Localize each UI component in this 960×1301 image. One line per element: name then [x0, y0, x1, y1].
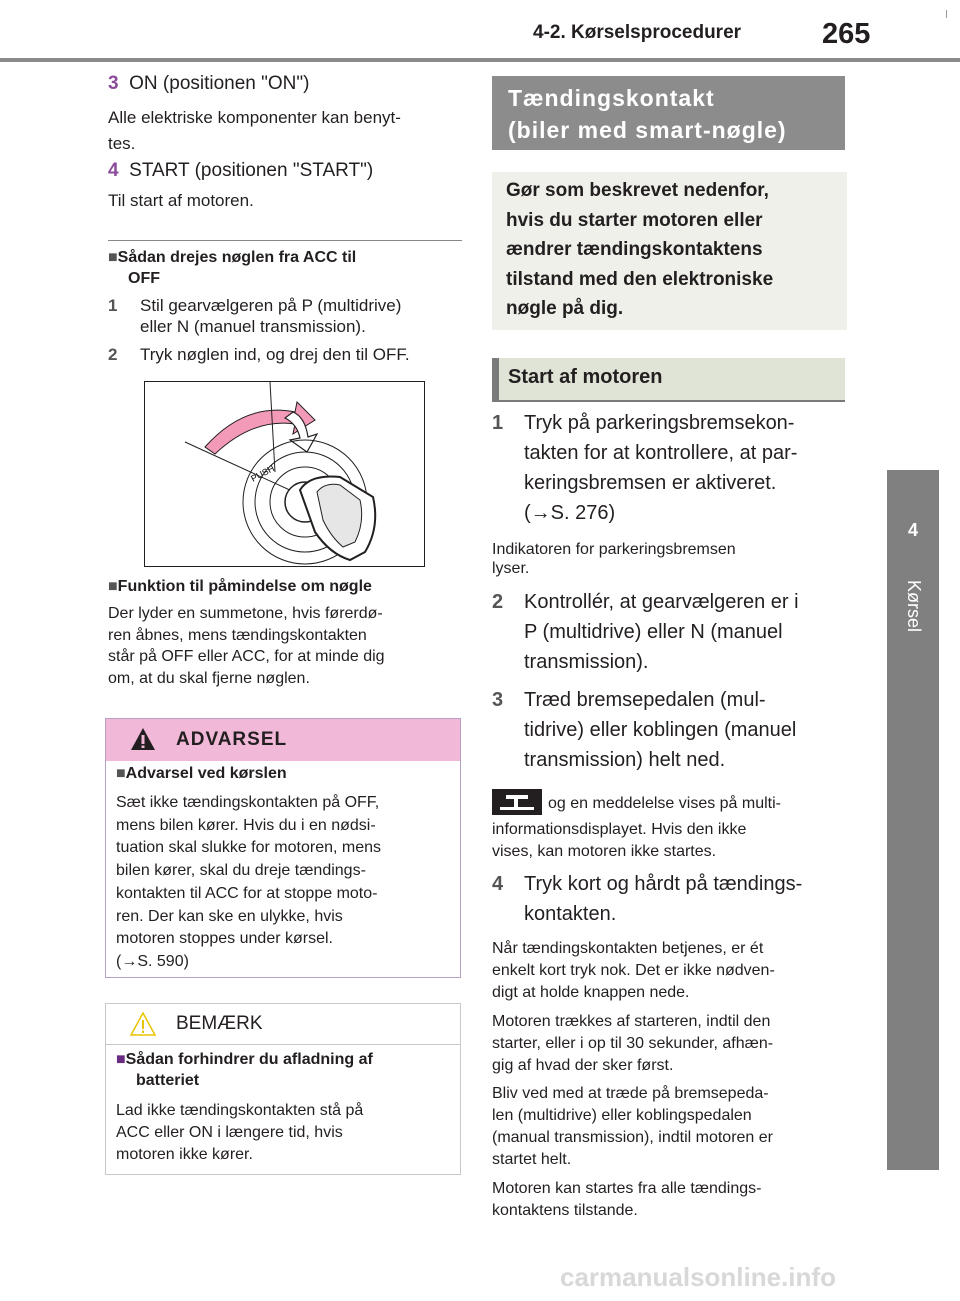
note-box [105, 1003, 461, 1175]
watermark[interactable]: carmanualsonline.info [560, 1262, 836, 1292]
info-box: Gør som beskrevet nedenfor, hvis du starter motoren eller ændrer tændingskontaktens tilstand med den elektroniske nøgle på dig. [492, 172, 847, 330]
chapter-number: 4 [907, 520, 918, 540]
note-body: Lad ikke tændingskontakten stå på ACC eller ON i længere tid, hvis motoren ikke kører. [116, 1102, 364, 1163]
start-step-1: 1 Tryk på parkeringsbremsekon- takten for at kontrollere, at par- keringsbremsen er aktiveret. (→S. 276) [492, 412, 798, 524]
section-header: 4-2. Kørselsprocedurer [533, 22, 742, 43]
brake-indicator-icon [492, 789, 542, 815]
start-step-4: 4 Tryk kort og hårdt på tændings- kontakten. [492, 873, 803, 925]
step-3-title: 3 ON (positionen "ON") [108, 73, 310, 94]
caution-triangle-icon [130, 1012, 156, 1036]
paragraph-2: Motoren trækkes af starteren, indtil den starter, eller i op til 30 sekunder, afhæn- gig af hvad der sker først. [492, 1013, 774, 1074]
note-title: ■Sådan forhindrer du afladning af batteriet [116, 1051, 373, 1089]
warning-header [106, 719, 460, 761]
acc-off-step-2: 2 Tryk nøglen ind, og drej den til OFF. [108, 345, 410, 364]
warning-triangle-icon [130, 727, 156, 751]
step-1-note: Indikatoren for parkeringsbremsen lyser. [492, 541, 736, 577]
warning-title: ■Advarsel ved kørslen [116, 765, 287, 782]
page-number: 265 [822, 18, 871, 50]
brake-pedal-icon [492, 789, 542, 815]
note-label: BEMÆRK [176, 1013, 263, 1034]
section-heading: Tændingskontakt (biler med smart-nøgle) [492, 76, 845, 150]
step-3-body: Alle elektriske komponenter kan benyt- tes. [108, 108, 401, 153]
paragraph-3: Bliv ved med at træde på bremsepeda- len (multidrive) eller koblingspedalen (manual transmission), indtil motoren er startet helt. [492, 1085, 773, 1168]
note-header [106, 1004, 460, 1045]
indicator-note-l1: og en meddelelse vises på multi- [548, 795, 782, 812]
chapter-label: Kørsel [904, 580, 924, 633]
ignition-key-diagram [145, 382, 425, 567]
crop-mark [946, 10, 947, 18]
warning-body: Sæt ikke tændingskontakten på OFF, mens bilen kører. Hvis du i en nødsi- tuation skal slukke for motoren, mens bilen kører, skal du dreje tændings- kontakten til ACC for at stoppe moto- ren. Der kan ske en ulykke, hvis motoren stoppes under kørsel. (→S. 590) [116, 794, 382, 970]
acc-off-heading: ■Sådan drejes nøglen fra ACC til OFF [108, 249, 357, 287]
acc-off-step-1: 1 Stil gearvælgeren på P (multidrive) eller N (manuel transmission). [108, 296, 402, 336]
indicator-note-rest: informationsdisplayet. Hvis den ikke vises, kan motoren ikke startes. [492, 821, 747, 860]
start-step-3: 3 Træd bremsepedalen (mul- tidrive) eller koblingen (manuel transmission) helt ned. [492, 689, 797, 771]
subsection-bar [492, 358, 499, 400]
paragraph-4: Motoren kan startes fra alle tændings- kontaktens tilstande. [492, 1180, 762, 1219]
header-rule [0, 58, 960, 62]
paragraph-1: Når tændingskontakten betjenes, er ét enkelt kort tryk nok. Det er ikke nødven- digt at holde knappen nede. [492, 940, 775, 1001]
divider [108, 240, 462, 241]
start-step-2: 2 Kontrollér, at gearvælgeren er i P (multidrive) eller N (manuel transmission). [492, 591, 799, 673]
step-4-title: 4 START (positionen "START") [108, 160, 374, 181]
subsection-heading: Start af motoren [492, 358, 845, 402]
chapter-tab[interactable] [887, 470, 939, 1170]
reminder-body: Der lyder en summetone, hvis førerdø- ren åbnes, mens tændingskontakten står på OFF eller ACC, for at minde dig om, at du skal fjerne nøglen. [108, 605, 385, 687]
reminder-heading: ■Funktion til påmindelse om nøgle [108, 578, 372, 595]
warning-label: ADVARSEL [176, 729, 288, 750]
step-4-body: Til start af motoren. [108, 191, 254, 210]
warning-box [105, 718, 461, 978]
key-illustration [144, 381, 425, 567]
push-label: PUSH [249, 463, 277, 484]
